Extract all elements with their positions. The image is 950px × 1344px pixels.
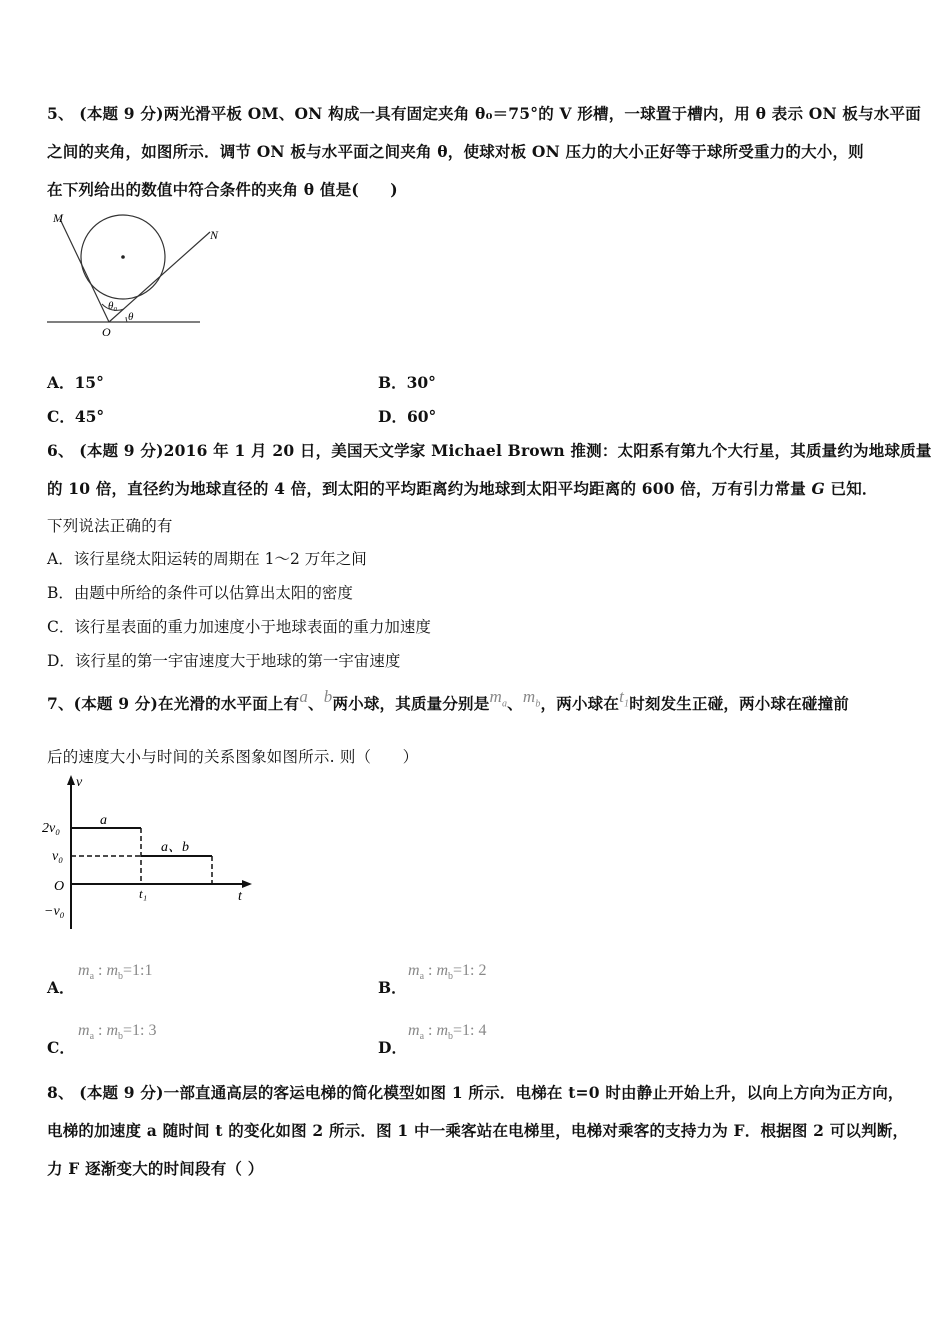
q7-option-d-ratio[interactable]: $m_a$ : $m_b=1$: 4 bbox=[408, 1022, 487, 1043]
q7-text-line1: 7、(本题 9 分)在光滑的水平面上有a、b两小球，其质量分别是$m_a$、$m_b$，两小球在$t_1$时刻发生正碰，两小球在碰撞前 bbox=[47, 687, 850, 713]
q7-option-a-ratio[interactable]: $m_a$ : $m_b=1:1$ bbox=[78, 962, 153, 983]
graph-label-v: v bbox=[76, 775, 83, 790]
graph-label-2v0: 2v₀ bbox=[42, 821, 61, 836]
q5-text-line3: 在下列给出的数值中符合条件的夹角 θ 值是( ) bbox=[47, 180, 398, 199]
q6-option-d[interactable]: D．该行星的第一宇宙速度大于地球的第一宇宙速度 bbox=[47, 652, 401, 670]
q8-text-line1: 8、 (本题 9 分)一部直通高层的客运电梯的简化模型如图 1 所示．电梯在 t=0 时由静止开始上升，以向上方向为正方向， bbox=[47, 1083, 904, 1102]
q5-option-c[interactable]: C．45° bbox=[47, 407, 105, 426]
q7-option-d-letter[interactable]: D． bbox=[378, 1038, 407, 1057]
q8-text-line2: 电梯的加速度 a 随时间 t 的变化如图 2 所示．图 1 中一乘客站在电梯里，电梯对乘客的支持力为 F．根据图 2 可以判断， bbox=[47, 1121, 909, 1140]
q6-text-line2: 的 10 倍，直径约为地球直径的 4 倍，到太阳的平均距离约为地球到太阳平均距离的 600 倍，万有引力常量 G 已知． bbox=[47, 479, 878, 498]
q5-option-b[interactable]: B．30° bbox=[378, 373, 436, 392]
label-theta: θ bbox=[128, 311, 134, 323]
q5-v-groove-figure bbox=[40, 205, 220, 345]
q6-option-a[interactable]: A．该行星绕太阳运转的周期在 1～2 万年之间 bbox=[47, 550, 367, 568]
q5-option-d[interactable]: D．60° bbox=[378, 407, 437, 426]
label-n: N bbox=[210, 228, 219, 242]
q7-option-b-ratio[interactable]: $m_a$ : $m_b=1$: 2 bbox=[408, 962, 487, 983]
q6-option-c[interactable]: C．该行星表面的重力加速度小于地球表面的重力加速度 bbox=[47, 618, 431, 636]
q5-text-line2: 之间的夹角，如图所示．调节 ON 板与水平面之间夹角 θ，使球对板 ON 压力的大小正好等于球所受重力的大小，则 bbox=[47, 142, 864, 161]
q7-velocity-time-graph bbox=[40, 773, 260, 933]
constant-g: G bbox=[811, 479, 825, 498]
q7-option-b-letter[interactable]: B． bbox=[378, 978, 407, 997]
q5-option-a[interactable]: A．15° bbox=[47, 373, 104, 392]
graph-label-ab: a、b bbox=[161, 840, 189, 855]
graph-label-a: a bbox=[100, 813, 107, 828]
q6-text-line1: 6、 (本题 9 分)2016 年 1 月 20 日，美国天文学家 Michael Brown 推测：太阳系有第九个大行星，其质量约为地球质量 bbox=[47, 441, 932, 460]
q8-text-line3: 力 F 逐渐变大的时间段有（ ） bbox=[47, 1159, 264, 1178]
graph-label-t: t bbox=[238, 889, 242, 904]
q7-text-line2: 后的速度大小与时间的关系图象如图所示. 则（ ） bbox=[47, 748, 419, 766]
graph-label-neg-v0: −v₀ bbox=[44, 904, 65, 919]
graph-label-v0: v₀ bbox=[52, 849, 64, 864]
label-o: O bbox=[102, 325, 111, 339]
graph-label-origin: O bbox=[54, 879, 65, 894]
graph-label-t1: t₁ bbox=[139, 886, 148, 901]
q6-text-line3: 下列说法正确的有 bbox=[47, 517, 173, 535]
q7-option-c-ratio[interactable]: $m_a$ : $m_b=1$: 3 bbox=[78, 1022, 157, 1043]
label-m: M bbox=[53, 211, 63, 225]
q7-option-a-letter[interactable]: A． bbox=[47, 978, 75, 997]
q7-option-c-letter[interactable]: C． bbox=[47, 1038, 75, 1057]
q6-option-b[interactable]: B．由题中所给的条件可以估算出太阳的密度 bbox=[47, 584, 353, 602]
label-theta0: θ₀ bbox=[108, 300, 118, 312]
q5-text-line1: 5、 (本题 9 分)两光滑平板 OM、ON 构成一具有固定夹角 θ₀＝75°的 V 形槽，一球置于槽内，用 θ 表示 ON 板与水平面 bbox=[47, 104, 921, 123]
